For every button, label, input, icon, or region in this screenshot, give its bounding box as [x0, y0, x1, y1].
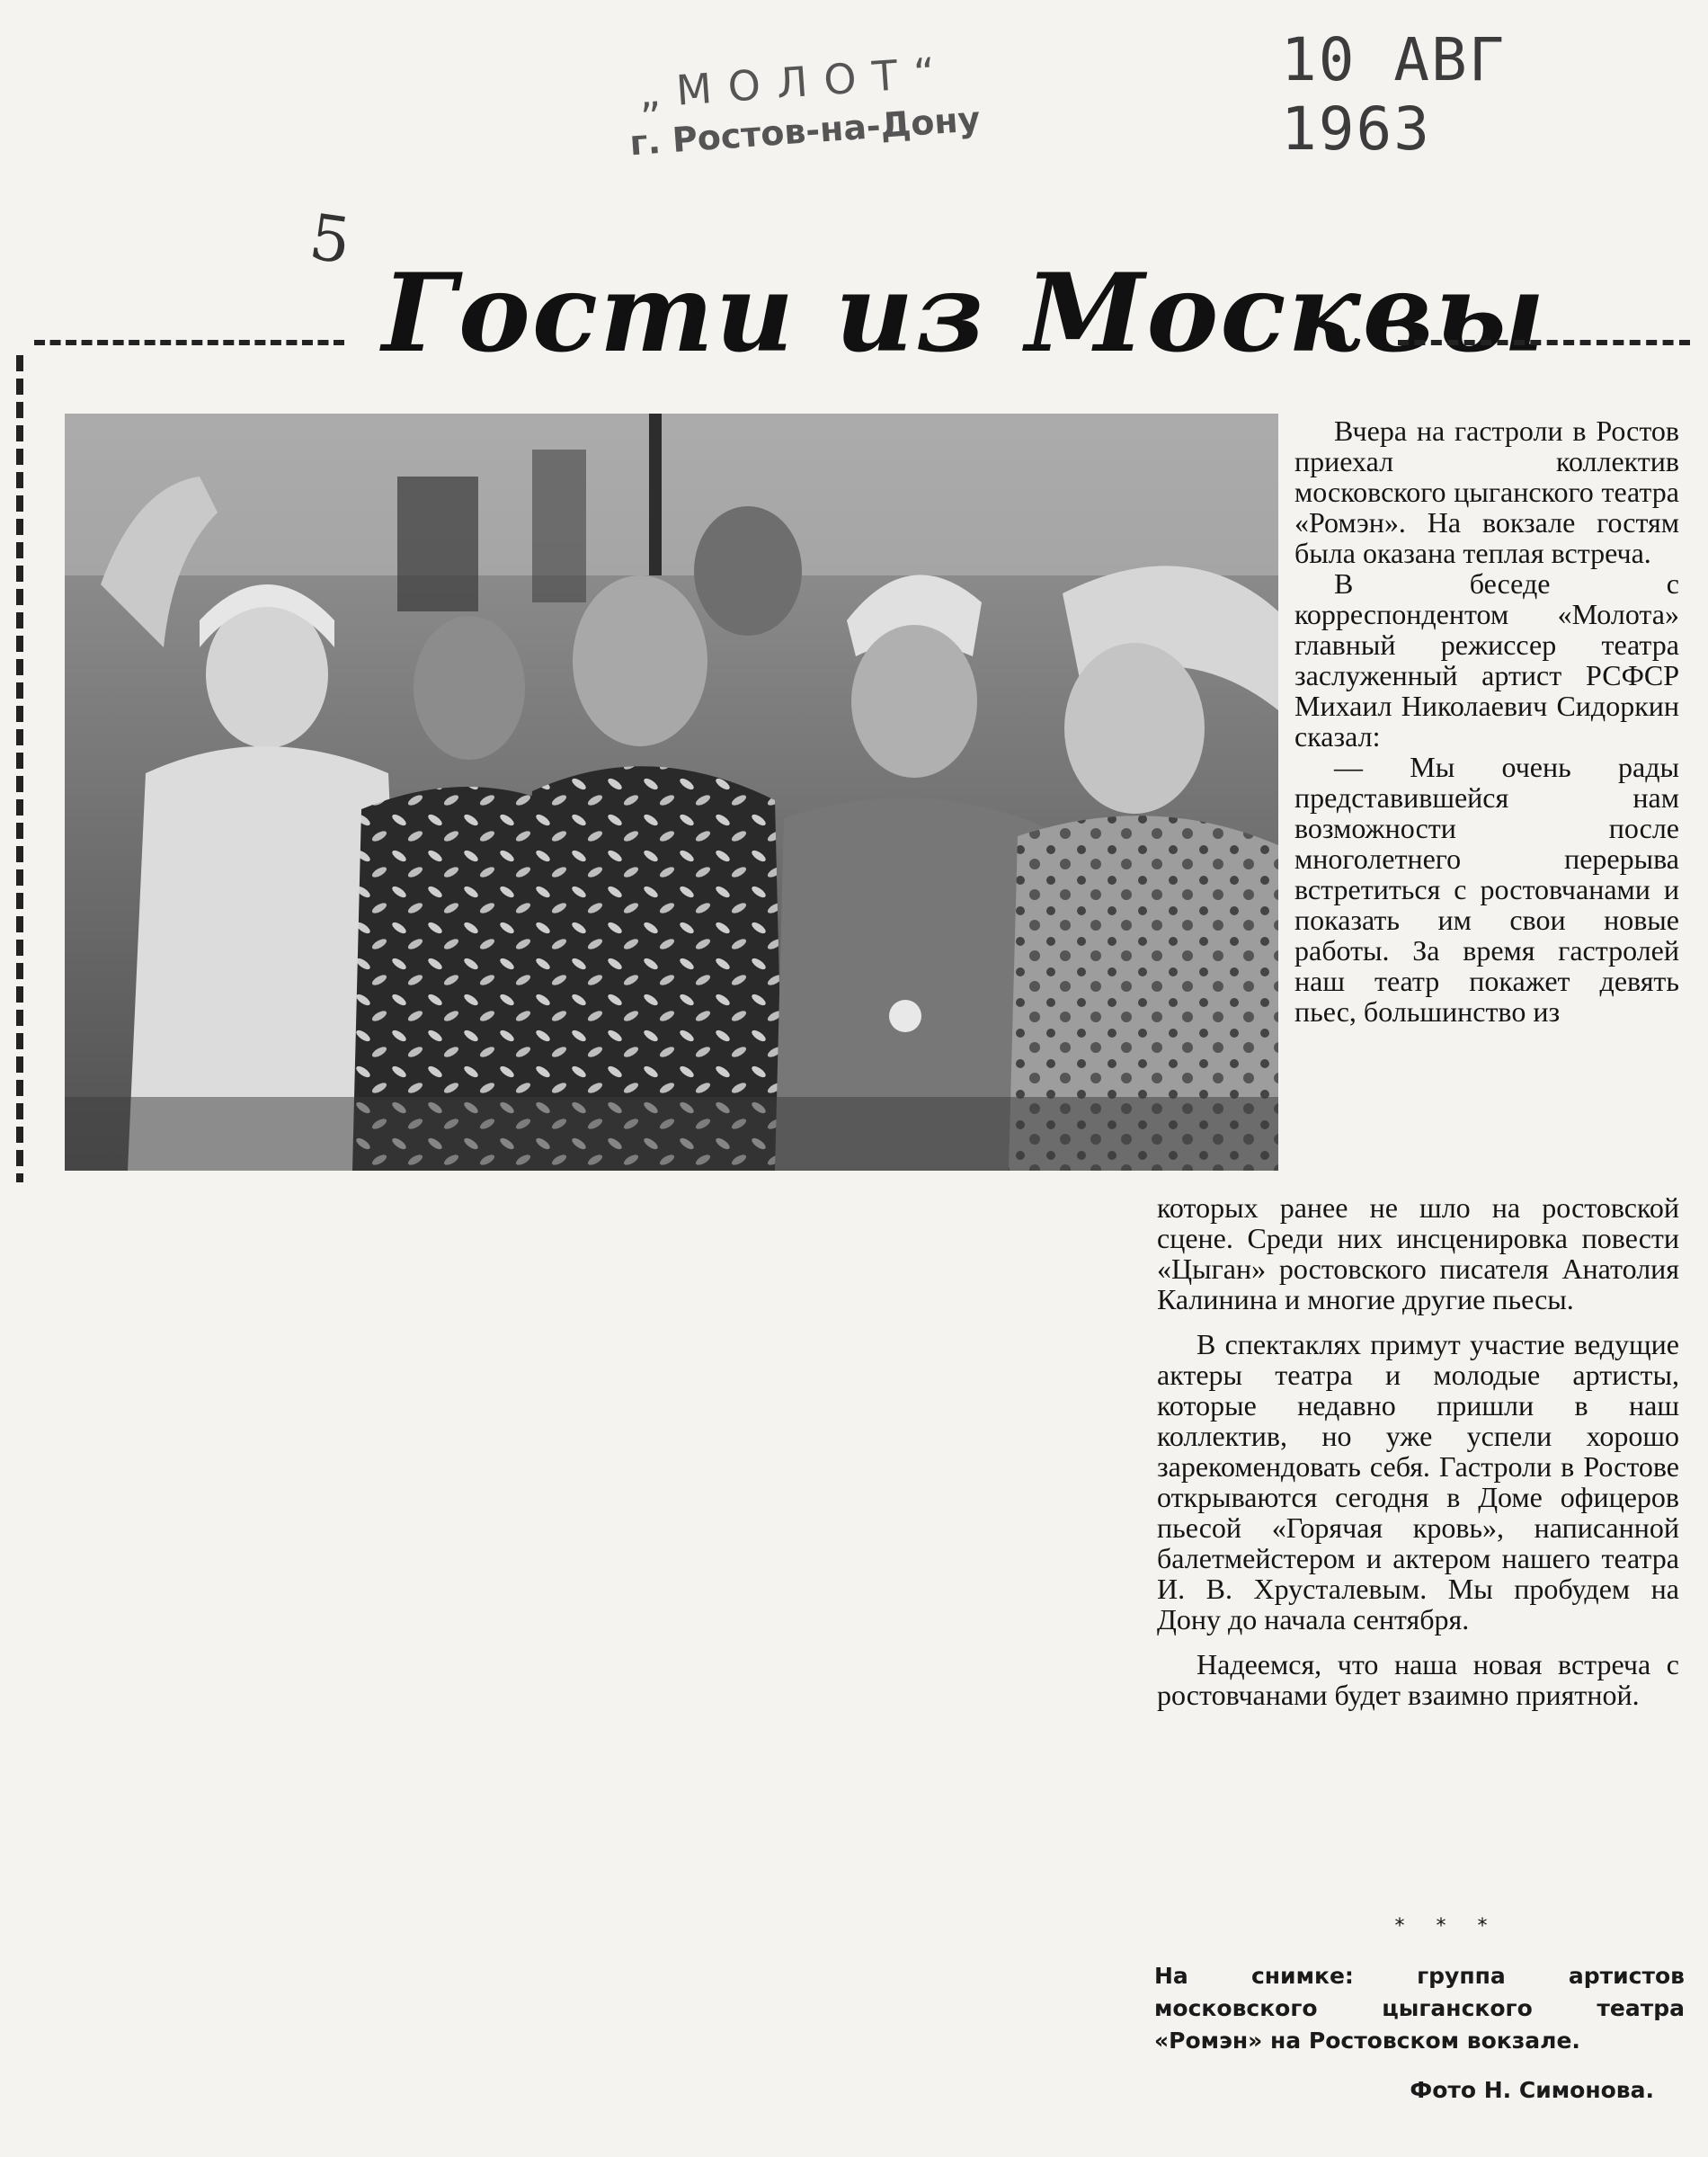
newspaper-stamp-city: г. Ростов-на-Дону [628, 99, 982, 164]
article-column-upper [1294, 415, 1679, 1027]
article-paragraph: Надеемся, что наша новая встреча с ростовчанами будет взаимно приятной. [1157, 1648, 1679, 1711]
article-paragraph: Вчера на гастроли в Ростов приехал коллектив московского цыганского театра «Ромэн». На вокзале гостям была оказана теплая встреча. [1294, 414, 1679, 569]
headline-rule-right [1398, 340, 1690, 345]
photo-illustration [65, 414, 1278, 1171]
date-stamp: 10 АВГ 1963 [1281, 25, 1507, 164]
handwritten-mark: 5 [305, 200, 356, 279]
article-paragraph: — Мы очень рады представившейся нам возможности после многолетнего перерыва встретиться с ростовчанами и показать им свои новые работы. За время гастролей наш театр покажет девять пьес, большинство из [1294, 751, 1679, 1028]
section-separator: * * * [1394, 1915, 1500, 1938]
article-column-lower [1157, 1192, 1679, 1725]
photo-caption: На снимке: группа артистов московского цыганского театра «Ромэн» на Ростовском вокзале. [1154, 1963, 1685, 2054]
article-paragraph: В беседе с корреспондентом «Молота» главный режиссер театра заслуженный артист РСФСР Михаил Николаевич Сидоркин сказал: [1294, 567, 1679, 753]
article-paragraph: В спектаклях примут участие ведущие актеры театра и молодые артисты, которые недавно пришли в наш коллектив, но уже успели хорошо зарекомендовать себя. Гастроли в Ростове открываются сегодня в Доме офицеров пьесой «Горячая кровь», написанной балетмейстером и актером нашего театра И. В. Хрусталевым. Мы пробудем на Дону до начала сентября. [1157, 1328, 1679, 1636]
photo-credit: Фото Н. Симонова. [1410, 2077, 1654, 2103]
newspaper-stamp-name: „МОЛОТ“ [636, 47, 953, 118]
headline-rule-left [34, 340, 344, 345]
article-paragraph: которых ранее не шло на ростовской сцене. Среди них инсценировка повести «Цыган» ростовского писателя Анатолия Калинина и многие другие пьесы. [1157, 1191, 1679, 1315]
group-photo [65, 414, 1278, 1171]
headline: Гости из Москвы [382, 250, 1547, 377]
left-dashed-border [16, 355, 23, 1182]
